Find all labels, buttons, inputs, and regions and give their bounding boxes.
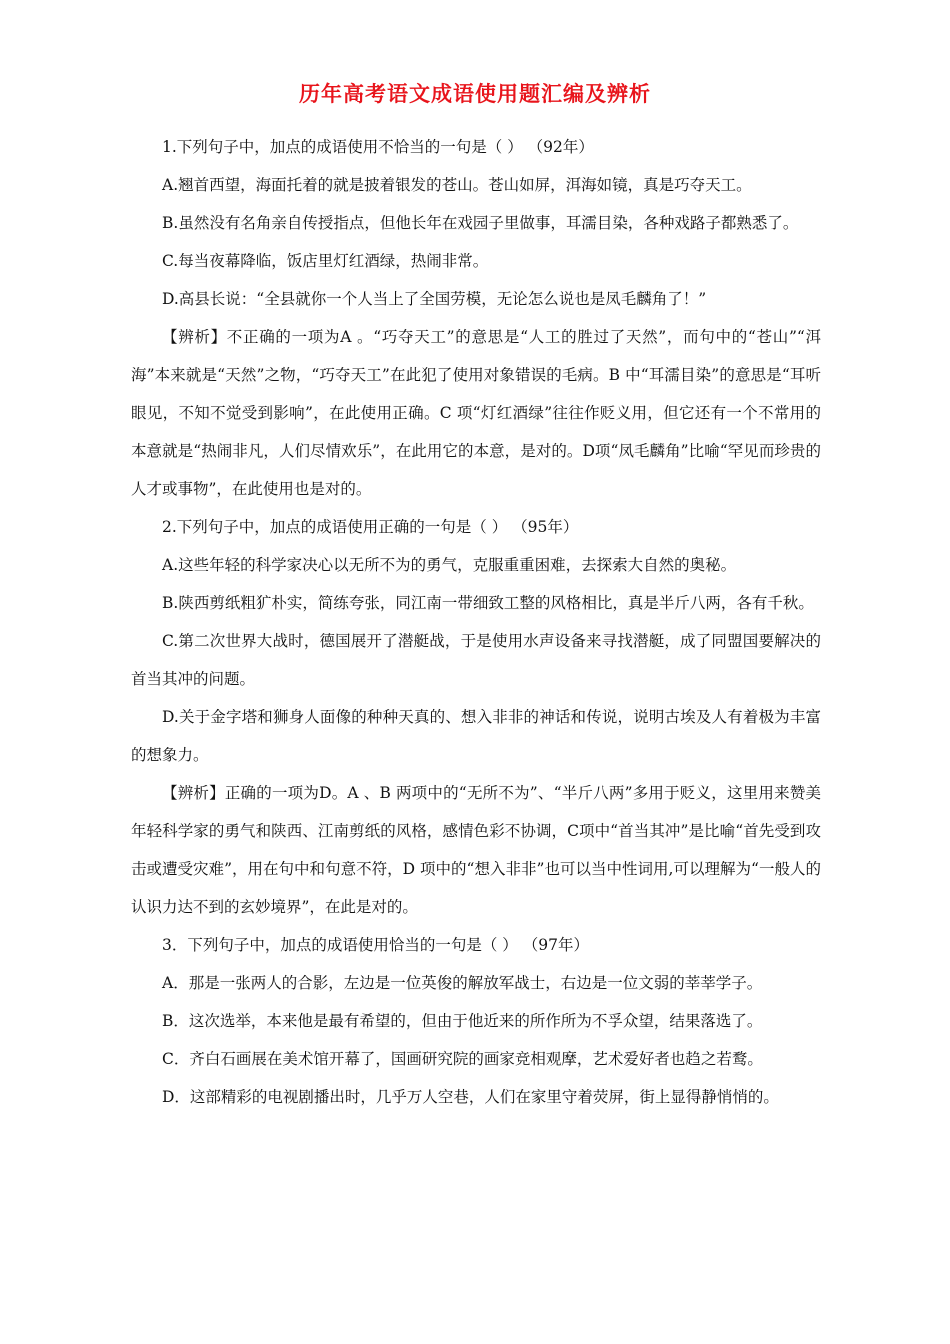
question-1-option-d: D.高县长说：“全县就你一个人当上了全国劳模，无论怎么说也是凤毛麟角了！” (162, 290, 707, 308)
question-3-option-a: A．那是一张两人的合影，左边是一位英俊的解放军战士，右边是一位文弱的莘莘学子。 (162, 974, 763, 992)
question-3-option-d: D．这部精彩的电视剧播出时，几乎万人空巷，人们在家里守着荧屏，街上显得静悄悄的。 (162, 1088, 779, 1106)
document-title: 历年高考语文成语使用题汇编及辨析 (299, 82, 651, 106)
question-1-option-c: C.每当夜幕降临，饭店里灯红酒绿，热闹非常。 (162, 252, 489, 270)
question-2-stem: 2.下列句子中，加点的成语使用正确的一句是（ ） （95年） (162, 518, 579, 536)
question-2-option-c: C.第二次世界大战时，德国展开了潜艇战，于是使用水声设备来寻找潜艇，成了同盟国要解决的首当其冲的问题。 (131, 632, 821, 688)
question-3-stem: 3．下列句子中，加点的成语使用恰当的一句是（ ） （97年） (162, 936, 589, 954)
question-3-option-b: B．这次选举，本来他是最有希望的，但由于他近来的所作所为不孚众望，结果落选了。 (162, 1012, 763, 1030)
question-2-analysis: 【辨析】正确的一项为D。A 、B 两项中的“无所不为”、“半斤八两”多用于贬义，这里用来赞美年轻科学家的勇气和陕西、江南剪纸的风格，感情色彩不协调，C项中“首当其冲”是比喻“首先受到攻击或遭受灾难”，用在句中和句意不符，D 项中的“想入非非”也可以当中性词用,可以理解为“一般人的认识力达不到的玄妙境界”，在此是对的。 (131, 784, 821, 916)
document-body (131, 128, 821, 1116)
question-3-option-c: C．齐白石画展在美术馆开幕了，国画研究院的画家竞相观摩，艺术爱好者也趋之若鹜。 (162, 1050, 763, 1068)
question-1-option-b: B.虽然没有名角亲自传授指点，但他长年在戏园子里做事，耳濡目染，各种戏路子都熟悉了。 (162, 214, 799, 232)
question-2-option-d: D.关于金字塔和狮身人面像的种种天真的、想入非非的神话和传说，说明古埃及人有着极为丰富的想象力。 (131, 708, 821, 764)
question-1-option-a: A.翘首西望，海面托着的就是披着银发的苍山。苍山如屏，洱海如镜，真是巧夺天工。 (162, 176, 752, 194)
question-1-analysis: 【辨析】不正确的一项为A 。“巧夺天工”的意思是“人工的胜过了天然”，而句中的“苍山”“洱海”本来就是“天然”之物，“巧夺天工”在此犯了使用对象错误的毛病。B 中“耳濡目染”的意思是“耳听眼见，不知不觉受到影响”，在此使用正确。C 项“灯红酒绿”往往作贬义用，但它还有一个不常用的本意就是“热闹非凡，人们尽情欢乐”，在此用它的本意，是对的。D项“凤毛麟角”比喻“罕见而珍贵的人才或事物”，在此使用也是对的。 (131, 328, 821, 498)
question-2-option-b: B.陕西剪纸粗犷朴实，简练夸张，同江南一带细致工整的风格相比，真是半斤八两，各有千秋。 (162, 594, 814, 612)
question-1-stem: 1.下列句子中，加点的成语使用不恰当的一句是（ ） （92年） (162, 138, 594, 156)
question-2-option-a: A.这些年轻的科学家决心以无所不为的勇气，克服重重困难，去探索大自然的奥秘。 (162, 556, 737, 574)
